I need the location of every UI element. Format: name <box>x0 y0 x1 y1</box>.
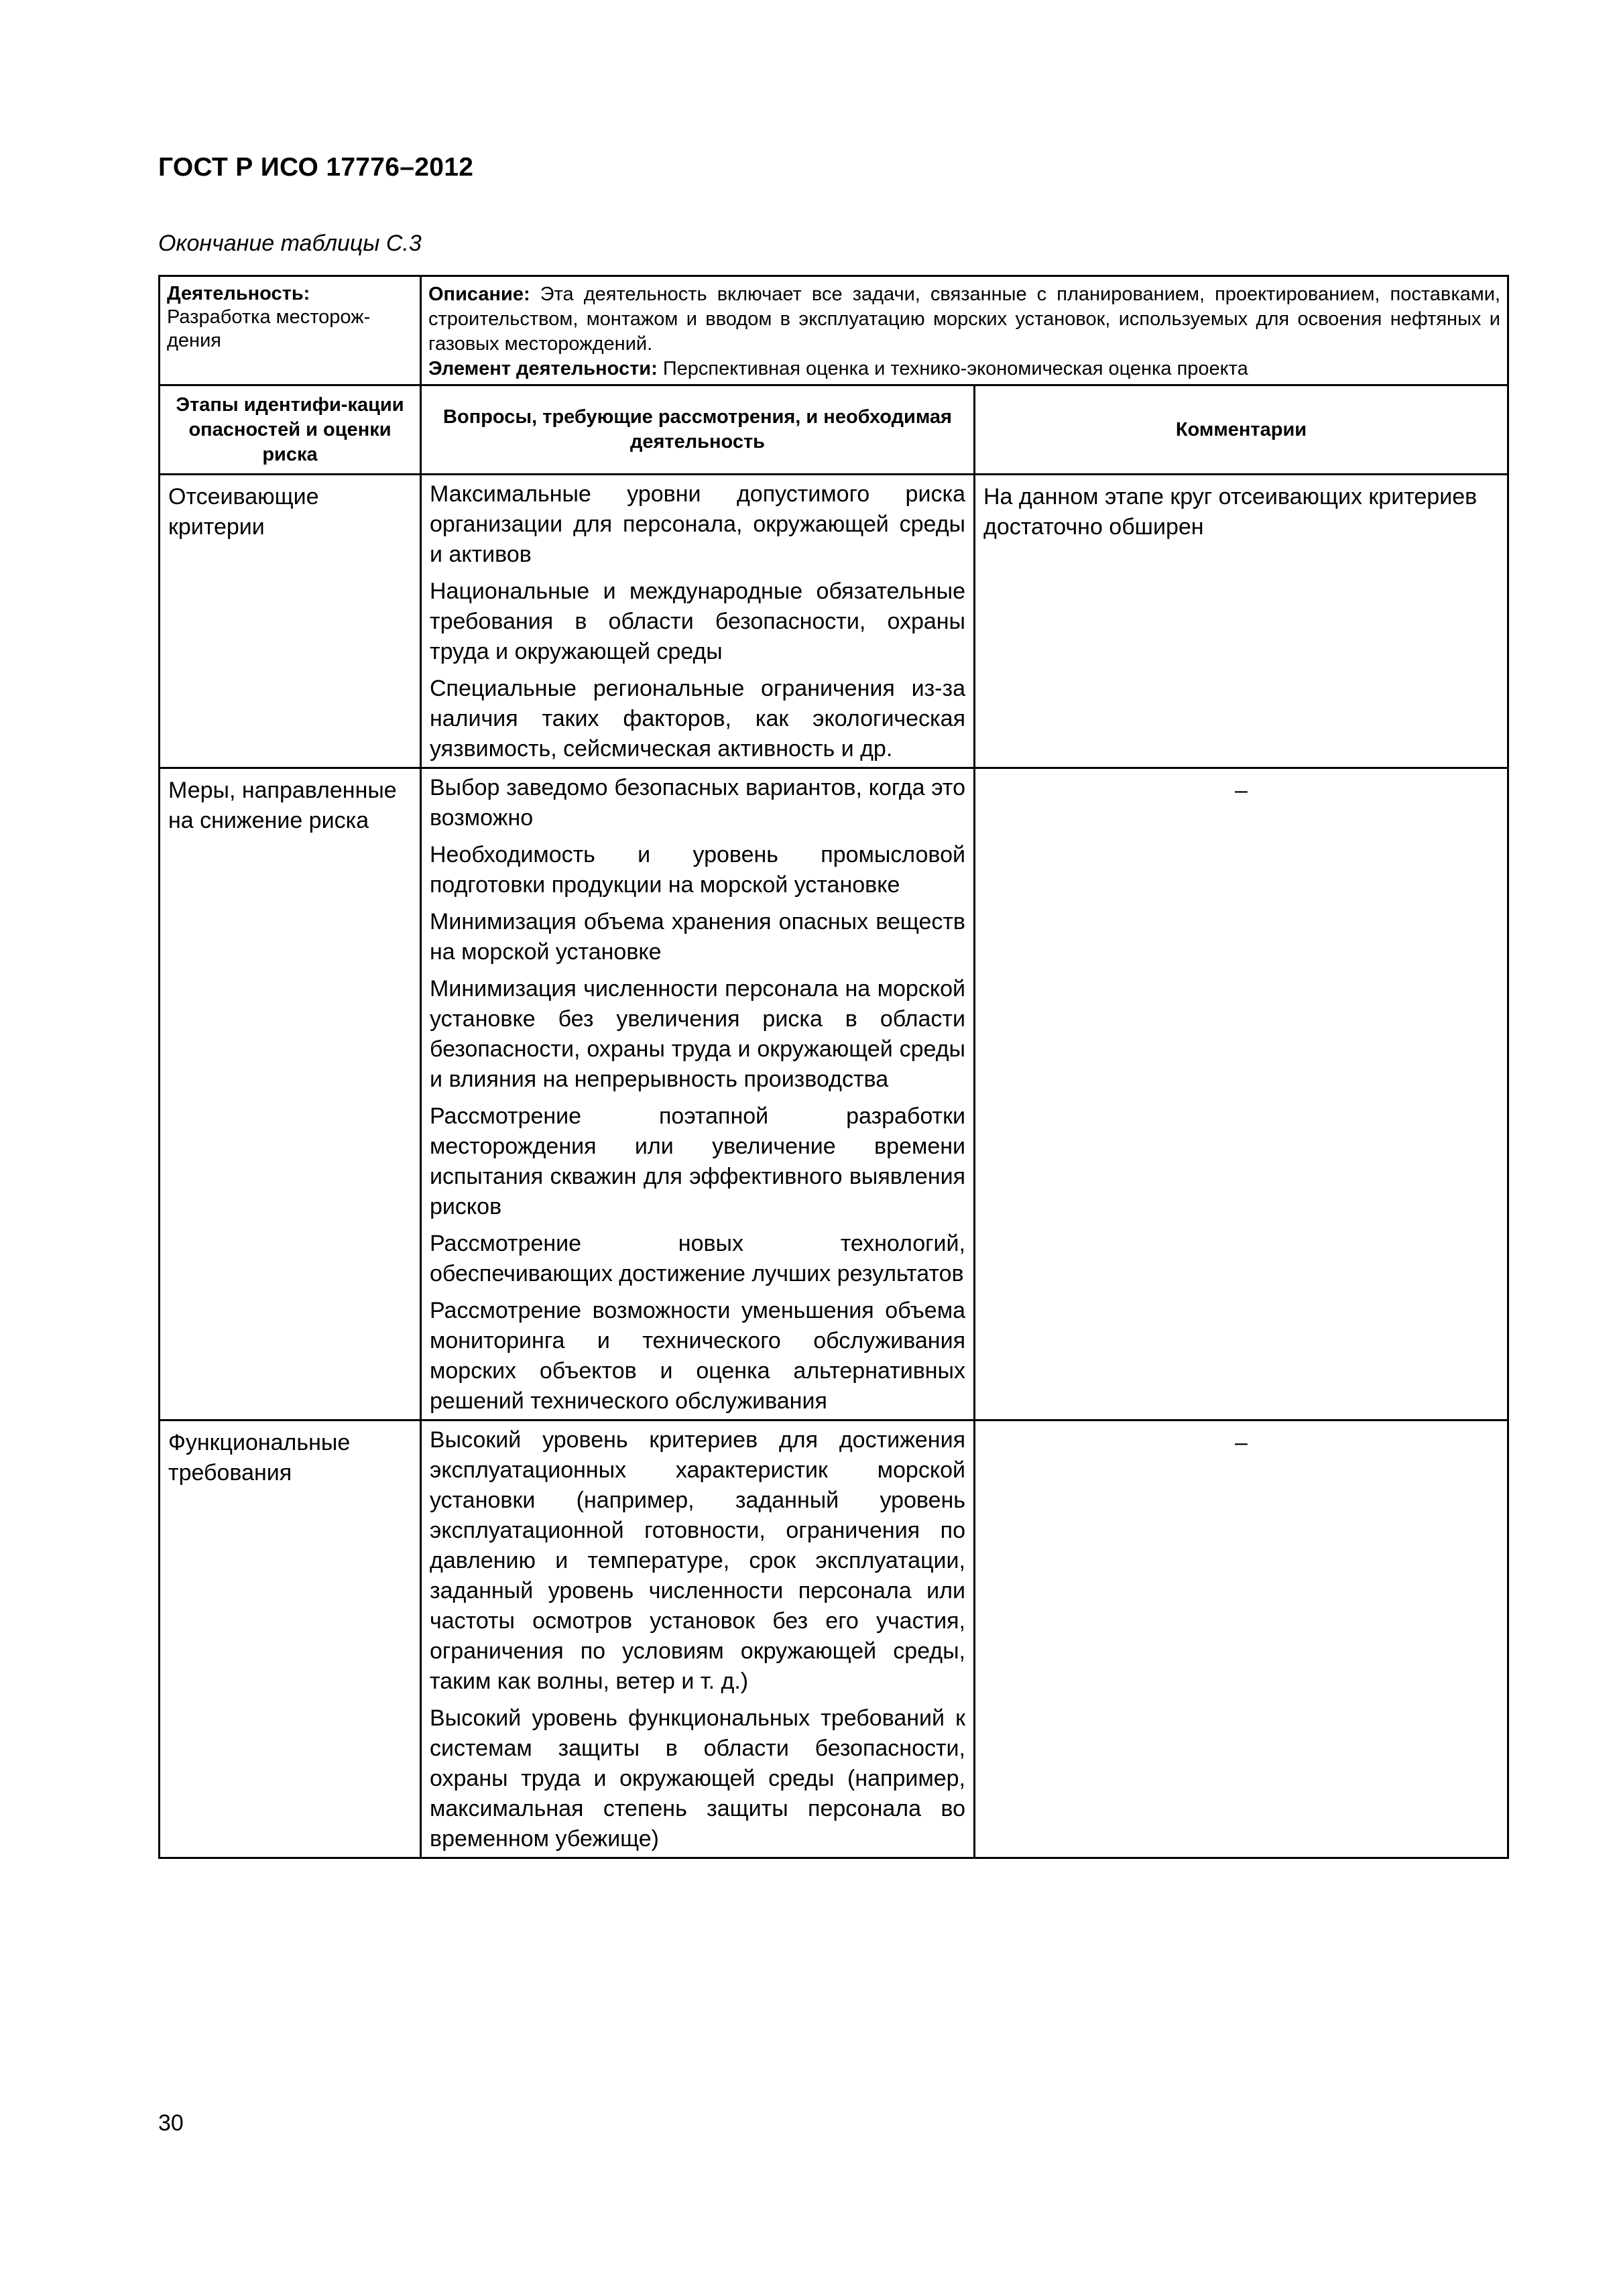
questions-cell <box>421 475 975 768</box>
question-item: Минимизация объема хранения опасных веществ на морской установке <box>430 909 965 965</box>
activity-label: Деятельность: <box>167 283 310 304</box>
hazard-table <box>158 275 1509 1859</box>
activity-cell <box>160 276 421 385</box>
stage-cell: Отсеивающие критерии <box>160 475 421 768</box>
comment-cell: На данном этапе круг отсеивающих критериев достаточно обширен <box>975 475 1508 768</box>
questions-cell <box>421 768 975 1421</box>
table-row <box>160 475 1508 768</box>
question-item: Рассмотрение поэтапной разработки месторождения или увеличение времени испытания скважин для эффективного выявления рисков <box>430 1103 965 1219</box>
activity-element-label: Элемент деятельности: <box>428 358 658 379</box>
activity-element-text: Перспективная оценка и технико-экономическая оценка проекта <box>657 358 1248 379</box>
question-item: Национальные и международные обязательные требования в области безопасности, охраны труда и окружающей среды <box>430 579 965 664</box>
document-code: ГОСТ Р ИСО 17776–2012 <box>158 153 474 182</box>
table-caption: Окончание таблицы С.3 <box>158 231 422 256</box>
question-item: Необходимость и уровень промысловой подготовки продукции на морской установке <box>430 842 965 898</box>
question-item: Высокий уровень критериев для достижения эксплуатационных характеристик морской установки (например, заданный уровень эксплуатационной готовности, ограничения по давлению и температуре, срок эксплуатации, заданный уровень численности персонала или частоты осмотров установок без его участия, ограничения по условиям окружающей среды, таким как волны, ветер и т. д.) <box>430 1427 965 1694</box>
question-item: Высокий уровень функциональных требований к системам защиты в области безопасности, охраны труда и окружающей среды (например, максимальная степень защиты персонала во временном убежище) <box>430 1705 965 1852</box>
table-row <box>160 1421 1508 1858</box>
question-item: Максимальные уровни допустимого риска организации для персонала, окружающей среды и активов <box>430 481 965 567</box>
question-item: Рассмотрение новых технологий, обеспечивающих достижение лучших результатов <box>430 1231 965 1286</box>
table-row <box>160 768 1508 1421</box>
question-item: Рассмотрение возможности уменьшения объема мониторинга и технического обслуживания морских объектов и оценка альтернативных решений технического обслуживания <box>430 1298 965 1414</box>
activity-value: Разработка месторож-дения <box>167 306 371 351</box>
comment-cell: – <box>975 1421 1508 1858</box>
stage-cell: Функциональные требования <box>160 1421 421 1858</box>
header-stages: Этапы идентифи-кации опасностей и оценки риска <box>160 385 421 475</box>
question-item: Минимизация численности персонала на морской установке без увеличения риска в области безопасности, охраны труда и окружающей среды и влияния на непрерывность производства <box>430 976 965 1092</box>
questions-cell <box>421 1421 975 1858</box>
description-cell <box>421 276 1508 385</box>
header-row <box>160 385 1508 475</box>
question-item: Выбор заведомо безопасных вариантов, когда это возможно <box>430 775 965 831</box>
description-label: Описание: <box>428 284 530 305</box>
comment-cell: – <box>975 768 1508 1421</box>
activity-row <box>160 276 1508 385</box>
question-item: Специальные региональные ограничения из-за наличия таких факторов, как экологическая уязвимость, сейсмическая активность и др. <box>430 676 965 762</box>
description-text: Эта деятельность включает все задачи, связанные с планированием, проектированием, поставками, строительством, монтажом и вводом в эксплуатацию морских установок, используемых для освоения нефтяных и газовых месторождений. <box>428 284 1500 355</box>
stage-cell: Меры, направленные на снижение риска <box>160 768 421 1421</box>
header-comments: Комментарии <box>975 385 1508 475</box>
header-questions: Вопросы, требующие рассмотрения, и необходимая деятельность <box>421 385 975 475</box>
page-number: 30 <box>158 2110 184 2136</box>
